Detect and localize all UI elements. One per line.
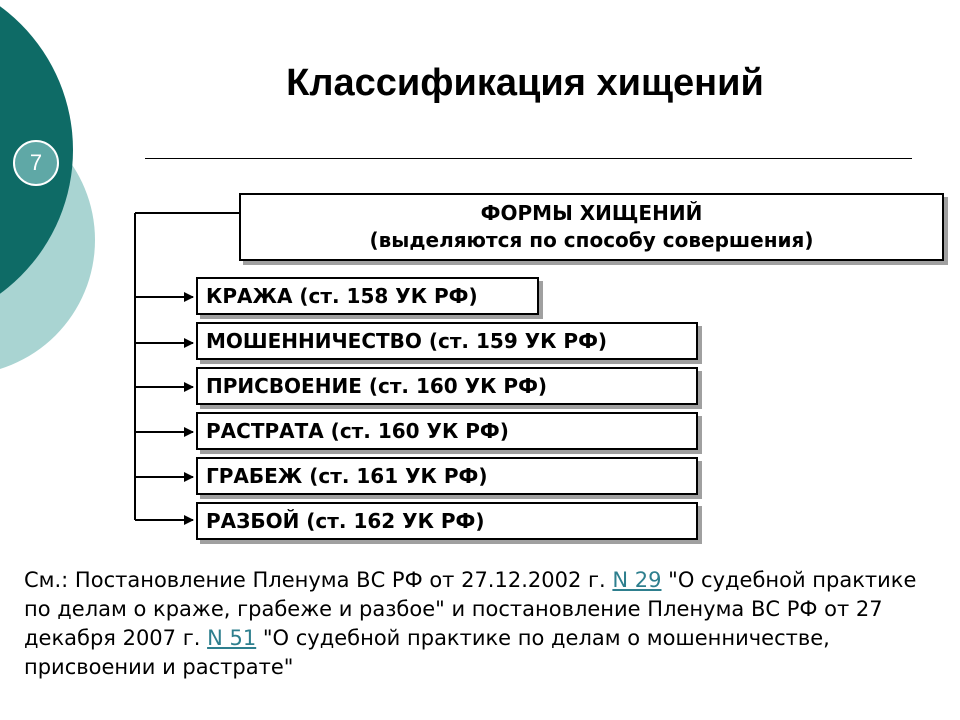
page-title: Классификация хищений [286, 62, 764, 104]
form-box-razboi: РАЗБОЙ (ст. 162 УК РФ) [196, 502, 698, 540]
form-box-moshennichestvo: МОШЕННИЧЕСТВО (ст. 159 УК РФ) [196, 322, 698, 360]
footnote [24, 566, 944, 682]
forms-header-title: ФОРМЫ ХИЩЕНИЙ [480, 201, 703, 225]
slide-number-badge: 7 [13, 140, 59, 186]
form-box-grabezh: ГРАБЕЖ (ст. 161 УК РФ) [196, 457, 698, 495]
form-box-rastrata: РАСТРАТА (ст. 160 УК РФ) [196, 412, 698, 450]
forms-header-subtitle: (выделяются по способу совершения) [369, 228, 814, 252]
resolution-29-link[interactable]: N 29 [612, 568, 662, 592]
form-box-krazha: КРАЖА (ст. 158 УК РФ) [196, 277, 539, 315]
form-box-prisvoenie: ПРИСВОЕНИЕ (ст. 160 УК РФ) [196, 367, 698, 405]
footnote-part-3: "О судебной практике по делам о мошенничестве, присвоении и растрате" [24, 626, 830, 679]
footnote-part-1: См.: Постановление Пленума ВС РФ от 27.12.2002 г. [24, 568, 613, 592]
forms-header-box [239, 193, 944, 261]
resolution-51-link[interactable]: N 51 [207, 626, 257, 650]
footnote-part-2: "О судебной практике по делам о краже, грабеже и разбое" и постановление Пленума ВС РФ от 27 декабря 2007 г. [24, 568, 917, 650]
footnote-text [24, 566, 944, 682]
